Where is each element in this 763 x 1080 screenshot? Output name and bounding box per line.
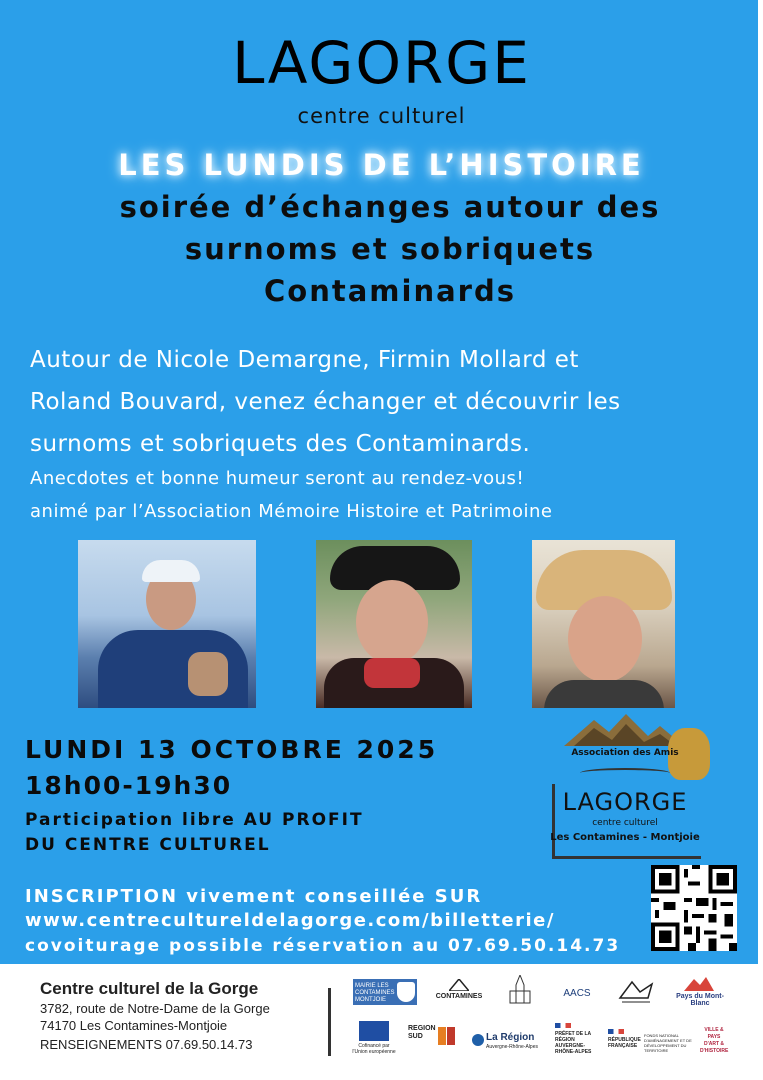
intro-line: Roland Bouvard, venez échanger et découvrir les bbox=[30, 389, 621, 415]
mountains-icon bbox=[564, 712, 684, 748]
association-la-gorge-logo: LAGORGE bbox=[562, 788, 688, 816]
sponsor-mairie-logo bbox=[353, 979, 417, 1005]
sponsor-amis-icon bbox=[618, 978, 654, 1006]
participation-info bbox=[25, 808, 445, 858]
region-sud-mark-icon bbox=[438, 1027, 446, 1045]
eu-flag-icon bbox=[359, 1021, 389, 1041]
intro-extra-line: Anecdotes et bonne humeur seront au rendez-vous! bbox=[30, 468, 525, 489]
sponsor-republique-text: RÉPUBLIQUE FRANÇAISE bbox=[608, 1037, 641, 1049]
sponsor-aacs-logo bbox=[553, 985, 601, 1001]
sponsor-aacs-text: AACS bbox=[563, 988, 591, 999]
sponsor-mairie-crest-icon bbox=[397, 982, 415, 1002]
intro-line: surnoms et sobriquets des Contaminards. bbox=[30, 431, 531, 457]
footer-info: RENSEIGNEMENTS 07.69.50.14.73 bbox=[40, 1037, 253, 1052]
series-title: LES LUNDIS DE L’HISTOIRE bbox=[118, 148, 645, 182]
sponsor-la-region-text: La Région bbox=[486, 1032, 535, 1043]
sponsor-ville-logo bbox=[700, 1027, 728, 1057]
sponsor-la-region-logo bbox=[472, 1031, 538, 1053]
event-subtitle bbox=[70, 186, 710, 312]
sponsor-la-region-subtext: Auvergne-Rhône-Alpes bbox=[486, 1044, 538, 1050]
event-time: 18h00-19h30 bbox=[25, 771, 233, 800]
photo-head-2 bbox=[356, 580, 428, 664]
intro-line: Autour de Nicole Demargne, Firmin Mollard et bbox=[30, 347, 579, 373]
region-sud-mark-icon-2 bbox=[447, 1027, 455, 1045]
sponsor-amis-logo bbox=[618, 978, 654, 1006]
event-date: LUNDI 13 OCTOBRE 2025 bbox=[25, 735, 439, 764]
association-logo-subtitle: centre culturel bbox=[592, 818, 658, 828]
ticketing-link[interactable]: www.centrecultureldelagorge.com/billetterie/ bbox=[25, 910, 555, 931]
footer-divider bbox=[328, 988, 331, 1056]
participation-line: Participation libre AU PROFIT bbox=[25, 810, 364, 830]
intro-extra bbox=[30, 462, 740, 528]
ornament-divider bbox=[580, 768, 670, 778]
photo-cap-1 bbox=[142, 560, 200, 582]
carpool-line: covoiturage possible réservation au 07.69.50.14.73 bbox=[25, 936, 621, 956]
sponsor-fonds-text: FONDS NATIONAL D'AMÉNAGEMENT ET DE DÉVELOPPEMENT DU TERRITOIRE bbox=[644, 1033, 692, 1053]
sponsor-region-sud-text: REGION SUD bbox=[408, 1025, 436, 1040]
mountain-icon bbox=[449, 979, 469, 991]
sponsor-pays-logo bbox=[672, 977, 728, 1005]
church-icon bbox=[506, 975, 534, 1005]
sponsor-pays-text: Pays du Mont-Blanc bbox=[676, 993, 724, 1007]
subtitle-line: surnoms et sobriquets bbox=[184, 232, 596, 266]
footer-venue-name: Centre culturel de la Gorge bbox=[40, 979, 259, 998]
republique-flag-icon bbox=[608, 1029, 624, 1034]
sponsor-eu-logo bbox=[352, 1021, 396, 1059]
association-name: Association des Amis bbox=[571, 748, 679, 758]
association-place: Les Contamines - Montjoie bbox=[550, 832, 700, 843]
photo-speaker-3 bbox=[532, 540, 675, 708]
footer-address-line-2: 74170 Les Contamines-Montjoie bbox=[40, 1018, 228, 1033]
sponsor-contamines-logo bbox=[430, 979, 488, 1007]
association-logo bbox=[550, 710, 730, 860]
intro-text bbox=[30, 339, 740, 465]
sponsor-mairie-text: MAIRIE LES CONTAMINES MONTJOIE bbox=[355, 983, 395, 1003]
sponsor-republique-logo bbox=[608, 1023, 708, 1057]
la-region-dot-icon bbox=[472, 1034, 484, 1046]
intro-extra-line: animé par l’Association Mémoire Histoire et Patrimoine bbox=[30, 501, 553, 522]
subtitle-line: soirée d’échanges autour des bbox=[119, 190, 661, 224]
sponsor-eu-text: Cofinancé par l'Union européenne bbox=[352, 1043, 396, 1055]
qr-code-icon bbox=[651, 865, 737, 951]
sponsor-pays-mountain-icon bbox=[684, 977, 714, 991]
subtitle-line: Contaminards bbox=[264, 274, 516, 308]
sponsor-church-logo bbox=[506, 975, 534, 1005]
sponsor-prefet-logo bbox=[555, 1023, 595, 1057]
photo-glove-1 bbox=[188, 652, 228, 696]
logo-subtitle: centre culturel bbox=[297, 104, 466, 128]
photo-speaker-1 bbox=[78, 540, 256, 708]
inscription-line-1: INSCRIPTION vivement conseillée SUR bbox=[25, 886, 483, 907]
photo-speaker-2 bbox=[316, 540, 472, 708]
marianne-icon bbox=[555, 1023, 571, 1028]
footer-address-line-1: 3782, route de Notre-Dame de la Gorge bbox=[40, 1001, 270, 1016]
sponsor-region-sud-logo bbox=[408, 1023, 456, 1053]
photo-body-3 bbox=[544, 680, 664, 708]
photo-head-3 bbox=[568, 596, 642, 682]
qr-code[interactable] bbox=[651, 865, 737, 951]
participation-line: DU CENTRE CULTUREL bbox=[25, 835, 271, 855]
photo-scarf-2 bbox=[364, 658, 420, 688]
sponsor-ville-text: VILLE & PAYS D'ART & D'HISTOIRE bbox=[700, 1027, 729, 1054]
sponsor-prefet-text: PRÉFET DE LA RÉGION AUVERGNE-RHÔNE-ALPES bbox=[555, 1031, 592, 1055]
sponsor-contamines-text: CONTAMINES bbox=[435, 993, 483, 1000]
la-gorge-logo: LAGORGE bbox=[232, 29, 531, 97]
